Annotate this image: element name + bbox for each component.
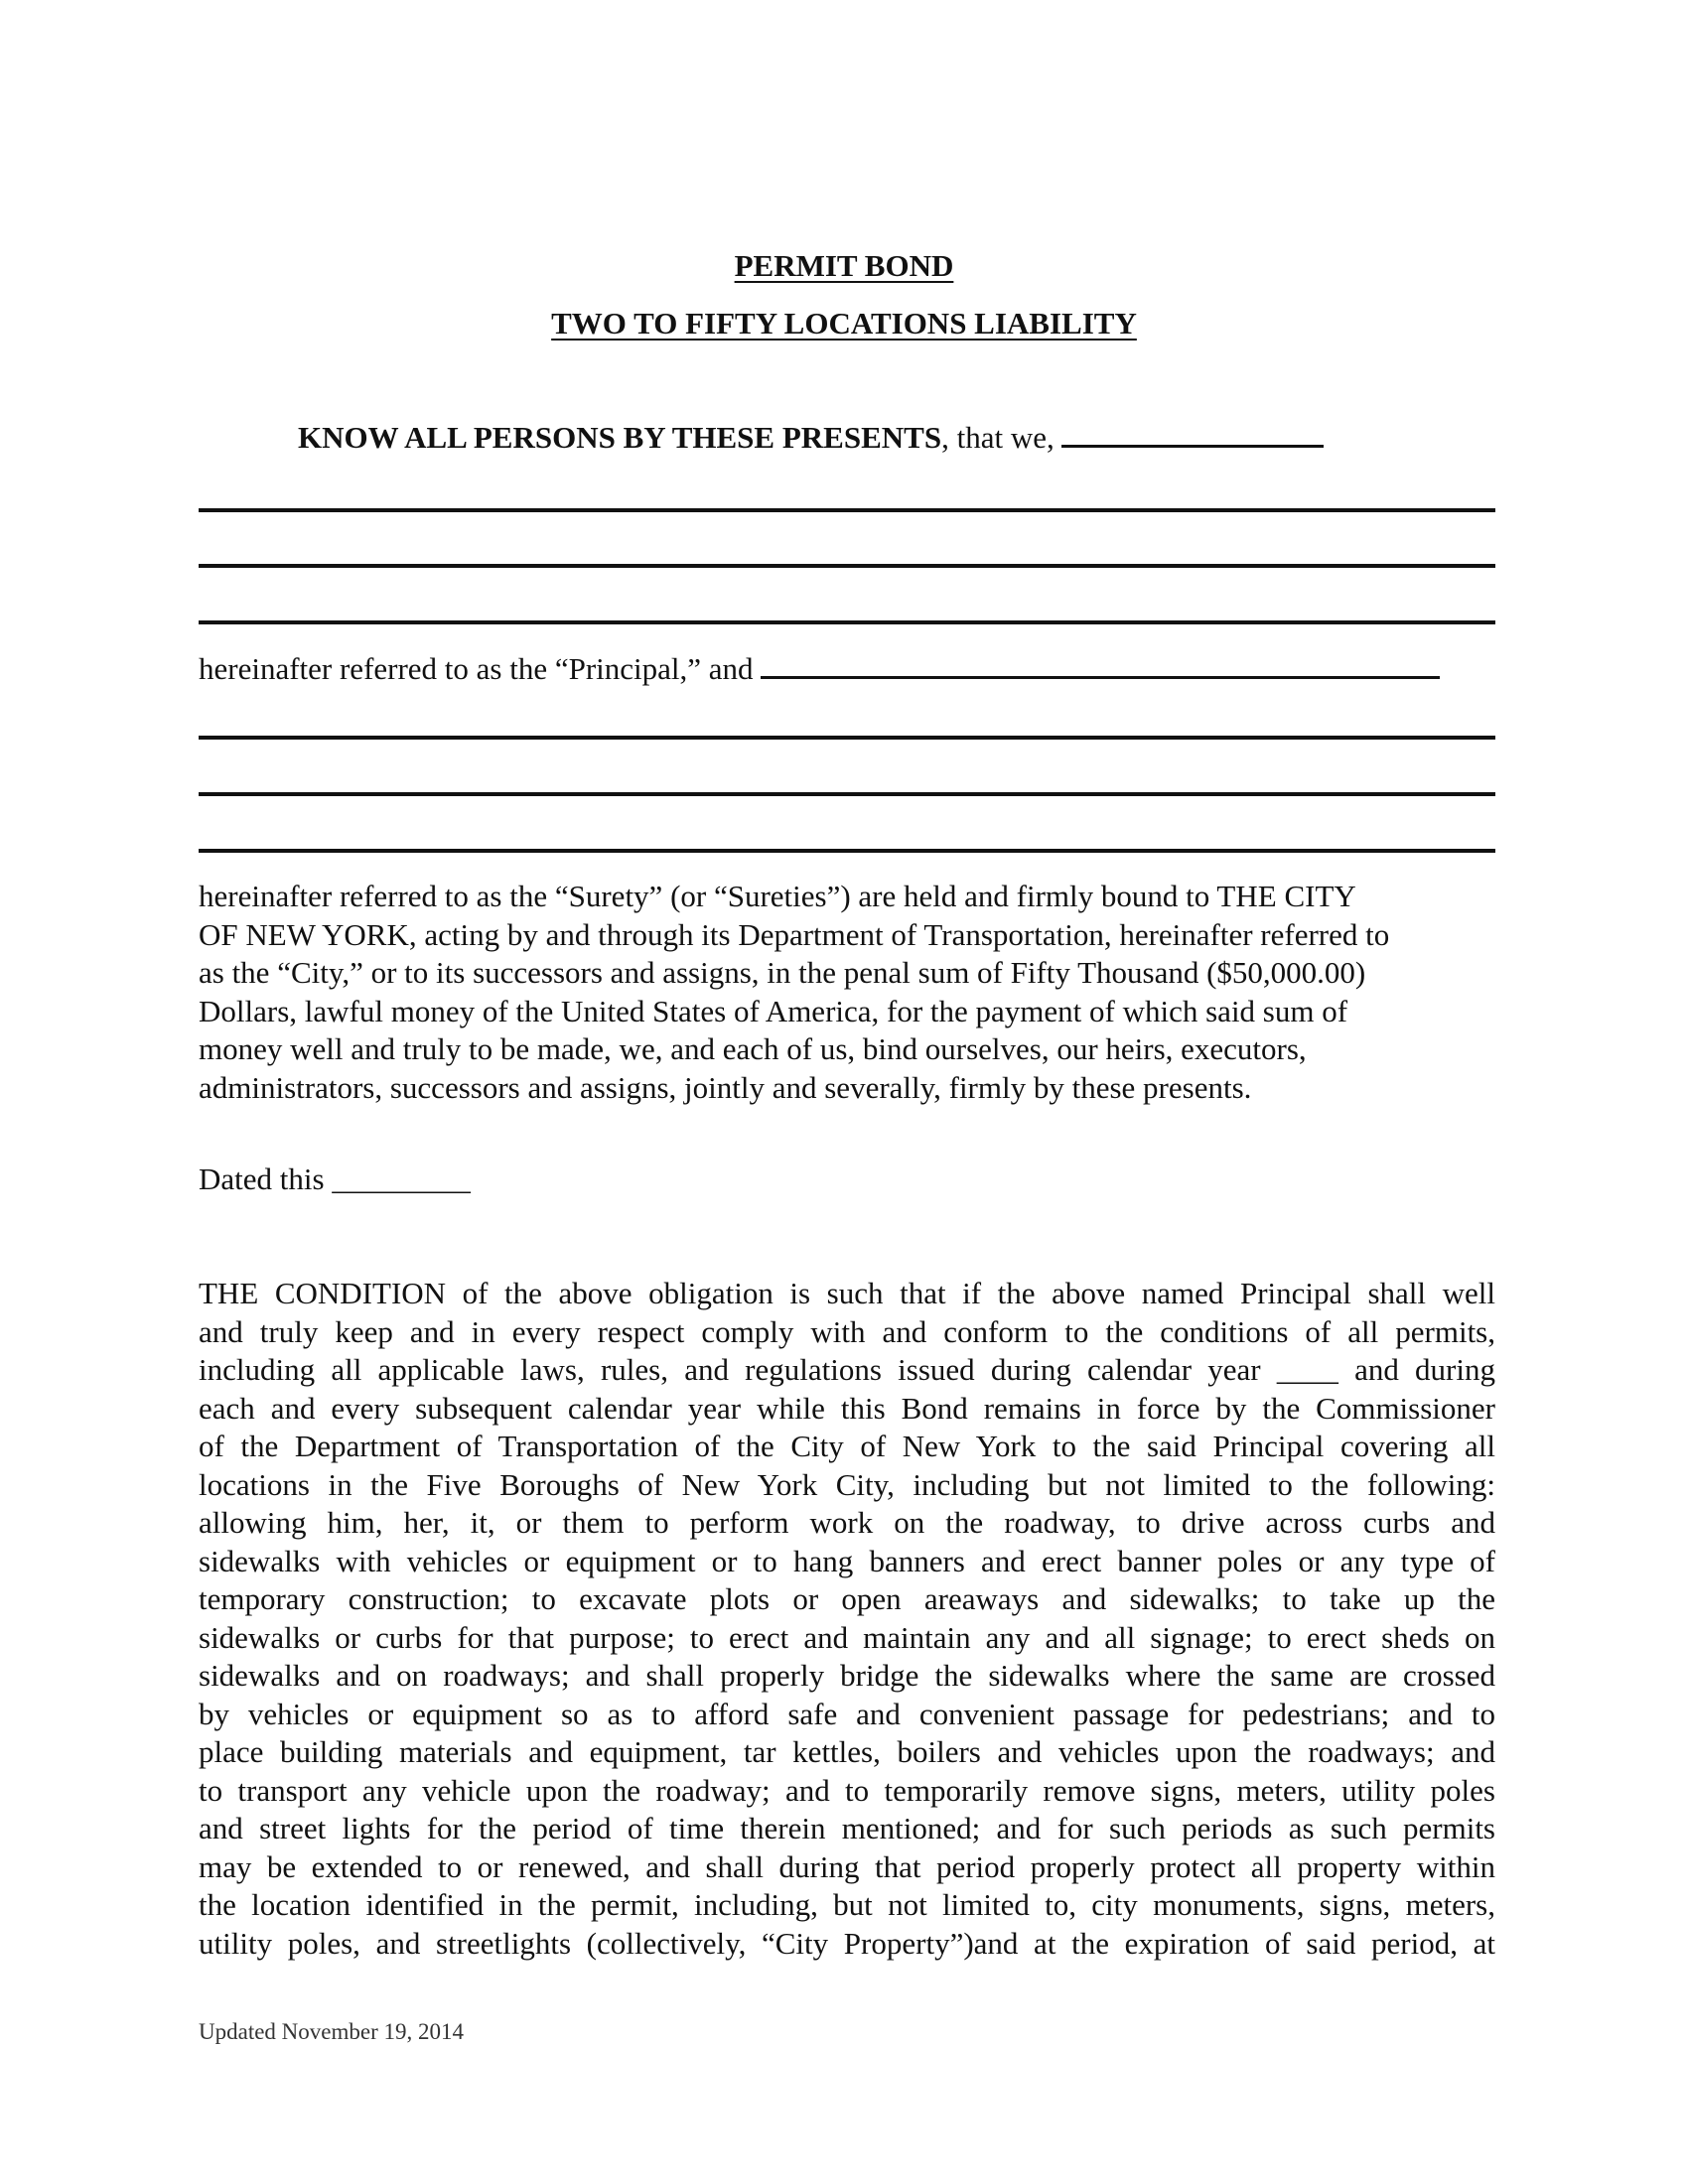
condition-paragraph-line: to transport any vehicle upon the roadway; and to temporarily remove signs, meters, utility poles — [199, 1772, 1495, 1808]
surety-name-blank[interactable] — [761, 650, 1440, 679]
surety-paragraph-line: Dollars, lawful money of the United States of America, for the payment of which said sum of — [199, 993, 1348, 1028]
surety-paragraph-line: administrators, successors and assigns, jointly and severally, firmly by these presents. — [199, 1069, 1252, 1105]
condition-paragraph-line: and street lights for the period of time therein mentioned; and for such periods as such permits — [199, 1811, 1495, 1845]
condition-paragraph-line: THE CONDITION of the above obligation is such that if the above named Principal shall well — [199, 1276, 1495, 1310]
surety-paragraph-line: money well and truly to be made, we, and each of us, bind ourselves, our heirs, executors, — [199, 1031, 1307, 1066]
principal-line-text: hereinafter referred to as the “Principal,” and — [199, 651, 754, 686]
condition-paragraph-line: locations in the Five Boroughs of New York City, including but not limited to the following: — [199, 1466, 1495, 1502]
principal-blank-line-1[interactable] — [199, 508, 1495, 512]
principal-name-blank[interactable] — [1061, 419, 1324, 448]
surety-paragraph-line: hereinafter referred to as the “Surety” (or “Sureties”) are held and firmly bound to THE CITY — [199, 879, 1356, 913]
dated-label: Dated this — [199, 1161, 325, 1196]
condition-paragraph-line: by vehicles or equipment so as to afford safe and convenient passage for pedestrians; and to — [199, 1696, 1495, 1731]
condition-paragraph-line: of the Department of Transportation of the City of New York to the said Principal covering all — [199, 1429, 1495, 1463]
dated-line — [199, 1161, 471, 1197]
surety-blank-line-3[interactable] — [199, 849, 1495, 853]
document-subtitle: TWO TO FIFTY LOCATIONS LIABILITY — [551, 306, 1137, 341]
document-title: PERMIT BOND — [734, 248, 954, 283]
surety-paragraph-line: as the “City,” or to its successors and assigns, in the penal sum of Fifty Thousand ($50,000.00) — [199, 955, 1366, 990]
intro-rest-text: , that we, — [941, 420, 1055, 455]
surety-blank-line-1[interactable] — [199, 736, 1495, 740]
surety-blank-line-2[interactable] — [199, 792, 1495, 796]
principal-line — [199, 650, 1440, 687]
condition-paragraph-line: sidewalks or curbs for that purpose; to erect and maintain any and all signage; to erect sheds on — [199, 1619, 1495, 1655]
surety-paragraph-line: OF NEW YORK, acting by and through its Department of Transportation, hereinafter referred to — [199, 916, 1390, 952]
principal-blank-line-3[interactable] — [199, 620, 1495, 624]
condition-paragraph-line: and truly keep and in every respect comply with and conform to the conditions of all permits, — [199, 1313, 1495, 1349]
intro-line — [298, 419, 1324, 456]
condition-paragraph-line: sidewalks and on roadways; and shall properly bridge the sidewalks where the same are crossed — [199, 1658, 1495, 1693]
dated-blank[interactable]: _________ — [332, 1161, 471, 1196]
condition-paragraph-line: utility poles, and streetlights (collectively, “City Property”)and at the expiration of said period, at — [199, 1925, 1495, 1961]
intro-bold-text: KNOW ALL PERSONS BY THESE PRESENTS — [298, 420, 942, 455]
condition-paragraph-line: including all applicable laws, rules, and regulations issued during calendar year ____ and during — [199, 1352, 1495, 1387]
condition-paragraph-line: each and every subsequent calendar year while this Bond remains in force by the Commissioner — [199, 1390, 1495, 1426]
surety-paragraph — [199, 878, 1495, 1107]
page-footer: Updated November 19, 2014 — [199, 2019, 464, 2044]
principal-blank-line-2[interactable] — [199, 564, 1495, 568]
condition-paragraph-line: allowing him, her, it, or them to perform work on the roadway, to drive across curbs and — [199, 1505, 1495, 1540]
condition-paragraph-line: the location identified in the permit, including, but not limited to, city monuments, signs, meters, — [199, 1887, 1495, 1922]
condition-paragraph-line: sidewalks with vehicles or equipment or to hang banners and erect banner poles or any type of — [199, 1543, 1495, 1578]
condition-paragraph-line: place building materials and equipment, tar kettles, boilers and vehicles upon the roadways; and — [199, 1734, 1495, 1769]
condition-paragraph-line: may be extended to or renewed, and shall during that period properly protect all property within — [199, 1848, 1495, 1884]
condition-paragraph-line: temporary construction; to excavate plots or open areaways and sidewalks; to take up the — [199, 1581, 1495, 1616]
condition-paragraph — [199, 1275, 1495, 1963]
